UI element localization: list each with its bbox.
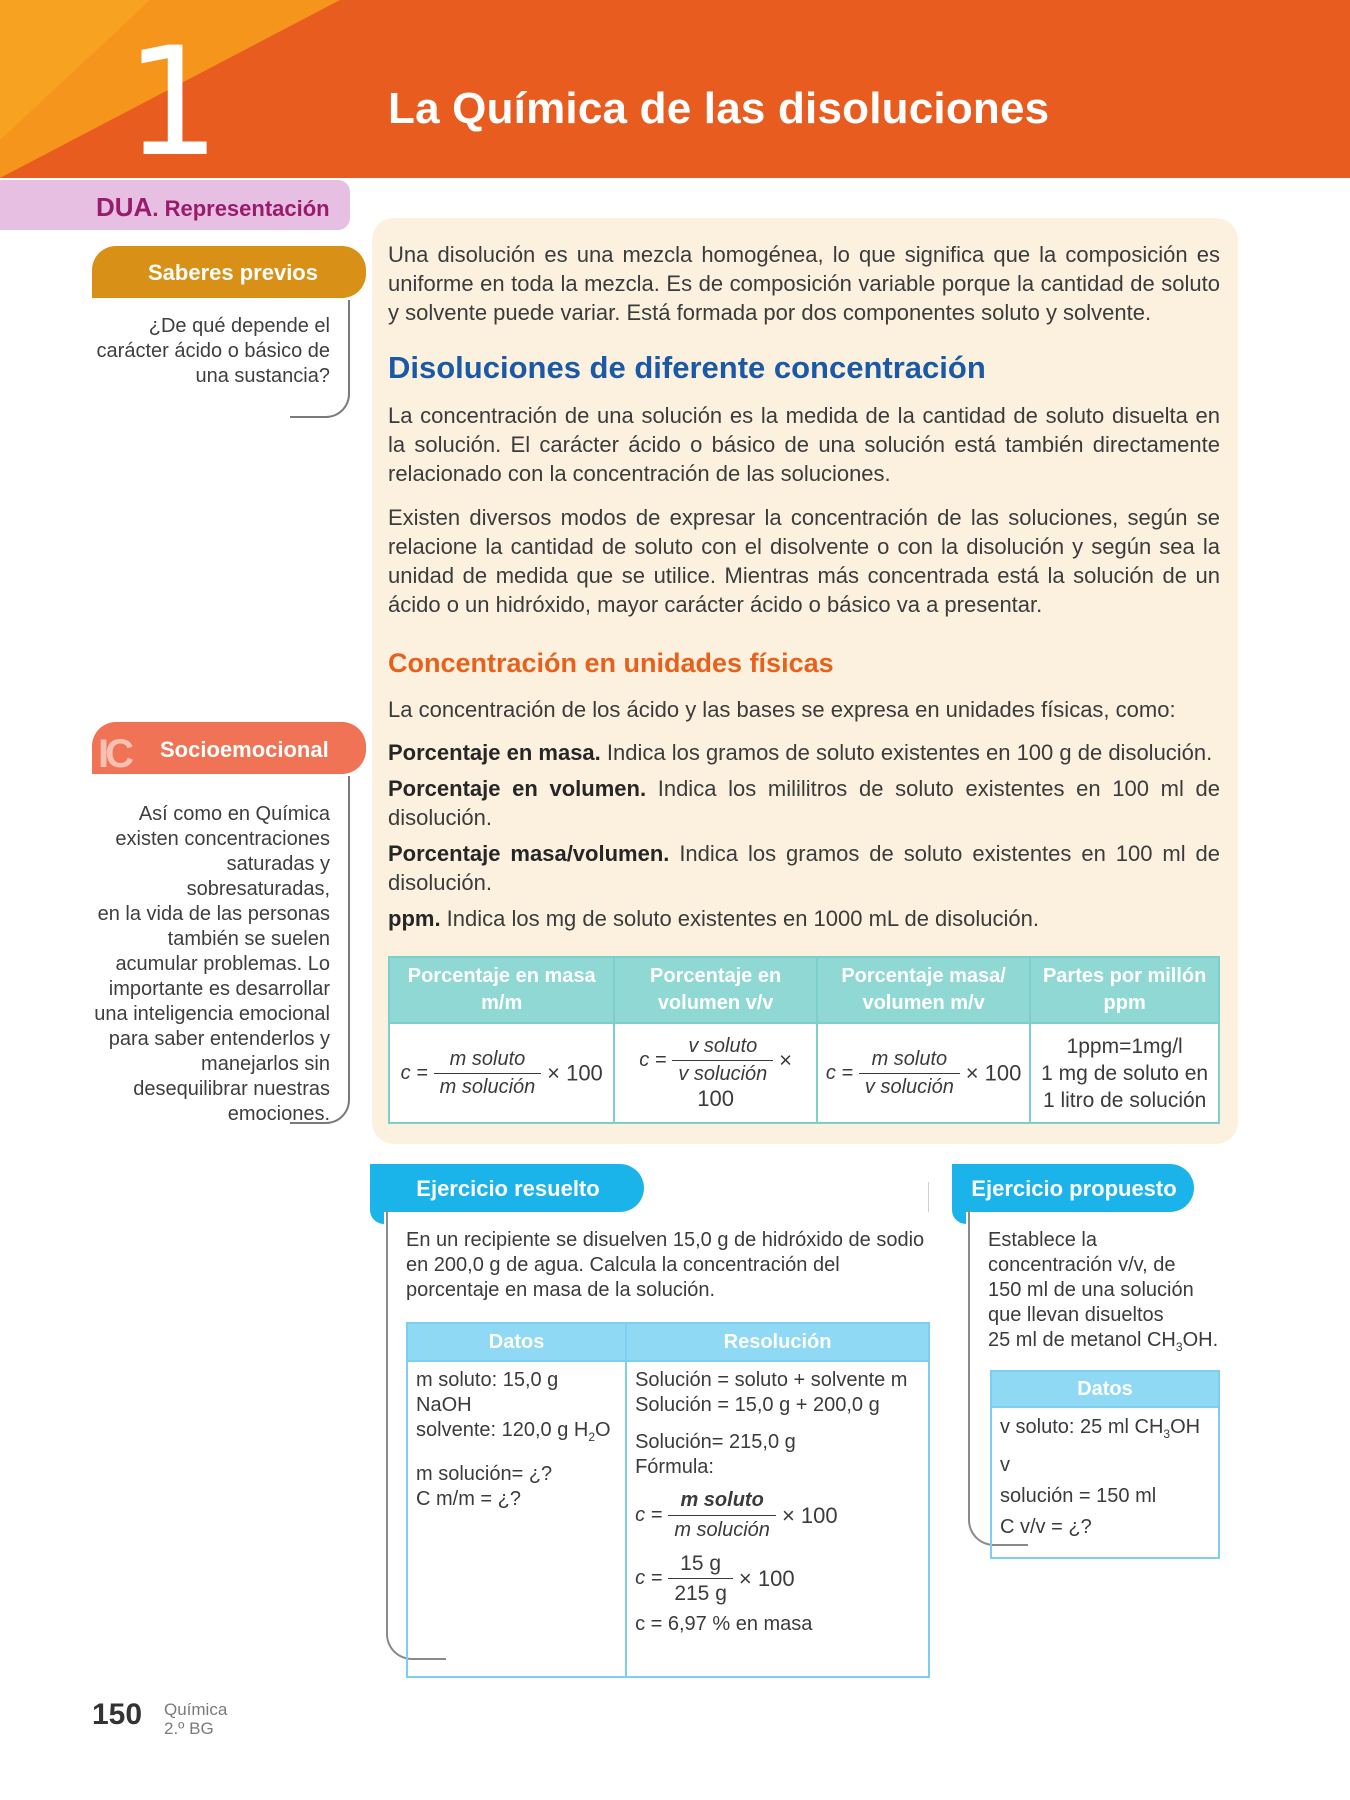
formula-fraction — [668, 1551, 733, 1606]
definition-mass-volume — [388, 839, 1220, 897]
table-row — [407, 1361, 929, 1677]
chapter-header — [0, 0, 1350, 178]
datos-line: solvente: 120,0 g $H_2O$ — [416, 1419, 611, 1444]
paragraph-modes: Existen diversos modos de expresar la concentración de las soluciones, según se relacione la cantidad de soluto con el disolvente o con la disolución y según sea la unidad de medida que se utilice. Mientras más concentrada está la solución de un ácido o un hidróxido, mayor carácter ácido o básico va a presentar. — [388, 505, 1220, 617]
resuelto-table — [406, 1322, 930, 1678]
formula-mass-volume — [817, 1023, 1030, 1123]
grade-level: 2.º BG — [164, 1719, 214, 1738]
table-header-row — [407, 1323, 929, 1361]
resolucion-line: Fórmula: — [635, 1456, 714, 1478]
table-header: Porcentaje en masa m/m — [389, 957, 614, 1023]
ppm-line: 1 mg de soluto en — [1041, 1061, 1209, 1085]
definition-term: Porcentaje en volumen. — [388, 776, 647, 801]
question-line: una sustancia? — [195, 365, 330, 387]
table-header: Resolución — [626, 1323, 929, 1361]
formula-general — [635, 1488, 920, 1543]
definition-text: Indica los mililitros de soluto existentes en 100 ml de disolución. — [388, 776, 1221, 830]
fraction-numerator: 15 g — [668, 1551, 733, 1579]
socio-line: manejarlos sin — [201, 1053, 330, 1075]
saberes-previos-question — [80, 314, 330, 389]
fraction-numerator: v soluto — [672, 1035, 773, 1061]
saberes-previos-title: Saberes previos — [92, 246, 366, 298]
ejercicio-propuesto-title — [954, 1164, 1194, 1212]
definition-term: Porcentaje masa/volumen. — [388, 841, 670, 866]
question-line: carácter ácido o básico de — [96, 340, 330, 362]
propuesto-table — [990, 1370, 1220, 1559]
formula-factor: × 100 — [547, 1060, 603, 1085]
table-header: Porcentaje masa/ volumen m/v — [817, 957, 1030, 1023]
fraction-denominator: 215 g — [674, 1582, 727, 1605]
definition-text: Indica los mg de soluto existentes en 1000 mL de disolución. — [440, 906, 1039, 931]
table-header: Partes por millón ppm — [1030, 957, 1219, 1023]
formula-fraction — [672, 1035, 773, 1086]
chapter-number: 1 — [125, 16, 221, 178]
ppm-definition — [1030, 1023, 1219, 1123]
chapter-title: La Química de las disoluciones — [388, 84, 1050, 133]
section-heading: Disoluciones de diferente concentración — [388, 350, 986, 385]
intro-paragraph: Una disolución es una mezcla homogénea, lo que significa que la composición es uniforme en toda la mezcla. Es de composición variable porque la cantidad de soluto y solvente puede variar. Está formada por dos componentes soluto y solvente. — [388, 242, 1220, 325]
divider — [928, 1182, 929, 1212]
ejercicio-resuelto-title — [372, 1164, 644, 1212]
fraction-numerator: m soluto — [859, 1048, 960, 1074]
socio-line: desequilibrar nuestras — [133, 1078, 330, 1100]
ejercicio-resuelto-label: Ejercicio resuelto — [416, 1176, 600, 1201]
resolucion-result: c = 6,97 % en masa — [635, 1613, 813, 1635]
formula-volume — [614, 1023, 817, 1123]
resolucion-line: Solución = 15,0 g + 200,0 g — [635, 1394, 880, 1416]
ejercicio-resuelto-statement: En un recipiente se disuelven 15,0 g de hidróxido de sodio en 200,0 g de agua. Calcula la concentración del porcentaje en masa de la solución. — [406, 1229, 925, 1301]
table-header-row — [991, 1371, 1219, 1407]
formula-factor: × 100 — [738, 1566, 795, 1591]
dua-banner — [0, 180, 350, 230]
fraction-denominator: v solución — [678, 1062, 768, 1085]
resolucion-line: Solución= 215,0 g — [635, 1431, 796, 1453]
socioemocional-logo-icon: IC — [98, 732, 130, 776]
datos-line: C m/m = ¿? — [416, 1488, 522, 1510]
subsection-heading: Concentración en unidades físicas — [388, 648, 834, 678]
units-intro: La concentración de los ácido y las bases se expresa en unidades físicas, como: — [388, 697, 1176, 722]
subject-name: Química — [164, 1700, 228, 1719]
formula-factor: × 100 — [697, 1047, 792, 1111]
definition-term: ppm. — [388, 906, 441, 931]
paragraph-concentration: La concentración de una solución es la medida de la cantidad de soluto disuelta en la solución. El carácter ácido o básico de una solución está también directamente relacionado con la concentración de las soluciones. — [388, 403, 1220, 486]
table-row — [991, 1407, 1219, 1558]
datos-line: m soluto: 15,0 g NaOH — [416, 1369, 559, 1416]
question-line: ¿De qué depende el — [148, 315, 330, 337]
definition-volume — [388, 774, 1220, 832]
page-number: 150 — [92, 1698, 143, 1731]
datos-cell — [407, 1361, 626, 1677]
formula-mass — [389, 1023, 614, 1123]
formula-factor: × 100 — [781, 1503, 838, 1528]
fraction-denominator: m solución — [674, 1519, 770, 1541]
formula-fraction — [668, 1488, 776, 1543]
definition-text: Indica los gramos de soluto existentes en 100 ml de disolución. — [388, 841, 1221, 895]
socio-line: en la vida de las personas — [97, 903, 330, 925]
fraction-numerator: m soluto — [668, 1488, 776, 1516]
ppm-line: 1ppm=1mg/l — [1066, 1034, 1183, 1058]
ejercicio-propuesto-statement — [988, 1228, 1228, 1360]
socio-line: para saber entenderlos y — [108, 1028, 330, 1050]
fraction-denominator: v solución — [864, 1075, 954, 1098]
definition-text: Indica los gramos de soluto existentes en 100 g de disolución. — [600, 740, 1213, 765]
dua-label: DUA — [96, 192, 153, 222]
statement-line: concentración v/v, de — [988, 1254, 1176, 1276]
formula-substituted — [635, 1551, 920, 1606]
formula-lhs: c = — [639, 1048, 667, 1071]
socioemocional-title: Socioemocional — [92, 722, 366, 774]
definition-mass — [388, 738, 1220, 767]
datos-line: C v/v = ¿? — [1000, 1516, 1092, 1538]
formula-lhs: c = — [635, 1504, 663, 1526]
socioemocional-text — [80, 802, 330, 1127]
fraction-numerator: m soluto — [434, 1048, 542, 1074]
table-header: Datos — [407, 1323, 626, 1361]
socio-line: saturadas y sobresaturadas, — [186, 853, 330, 900]
footer-subject — [164, 1700, 227, 1738]
socio-line: emociones. — [227, 1103, 330, 1125]
definition-ppm — [388, 904, 1220, 933]
concentration-table — [388, 956, 1220, 1124]
resolucion-line: Solución = soluto + solvente m — [635, 1369, 908, 1391]
table-header: Datos — [991, 1371, 1219, 1407]
resolucion-cell — [626, 1361, 929, 1677]
table-row — [389, 1023, 1219, 1123]
datos-line: m solución= ¿? — [416, 1463, 553, 1485]
table-header-row — [389, 957, 1219, 1023]
socio-line: Así como en Química — [138, 803, 330, 825]
socio-line: importante es desarrollar — [108, 978, 330, 1000]
datos-line: v soluto: 25 ml $CH_3OH$ v — [1000, 1416, 1201, 1476]
formula-fraction — [434, 1048, 542, 1099]
formula-lhs: c = — [400, 1061, 428, 1084]
socio-line: existen concentraciones — [115, 828, 330, 850]
statement-line: que llevan disueltos — [988, 1304, 1164, 1326]
datos-cell — [991, 1407, 1219, 1558]
ejercicio-propuesto-label: Ejercicio propuesto — [971, 1176, 1177, 1201]
formula-lhs: c = — [825, 1061, 854, 1084]
statement-line: Establece la — [988, 1229, 1097, 1251]
socio-line: una inteligencia emocional — [94, 1003, 330, 1025]
table-header: Porcentaje en volumen v/v — [614, 957, 817, 1023]
formula-factor: × 100 — [965, 1060, 1022, 1085]
formula-fraction — [859, 1048, 960, 1099]
socio-line: también se suelen — [167, 928, 330, 950]
socio-line: acumular problemas. Lo — [115, 953, 330, 975]
dua-text: . Representación — [152, 196, 330, 221]
formula-lhs: c = — [635, 1567, 663, 1589]
statement-line: 150 ml de una solución — [988, 1279, 1194, 1301]
ppm-line: 1 litro de solución — [1042, 1088, 1207, 1112]
definition-term: Porcentaje en masa. — [388, 740, 601, 765]
fraction-denominator: m solución — [439, 1075, 536, 1098]
datos-line: solución = 150 ml — [1000, 1485, 1157, 1507]
statement-line: 25 ml de metanol $CH_3OH$. — [988, 1329, 1219, 1354]
